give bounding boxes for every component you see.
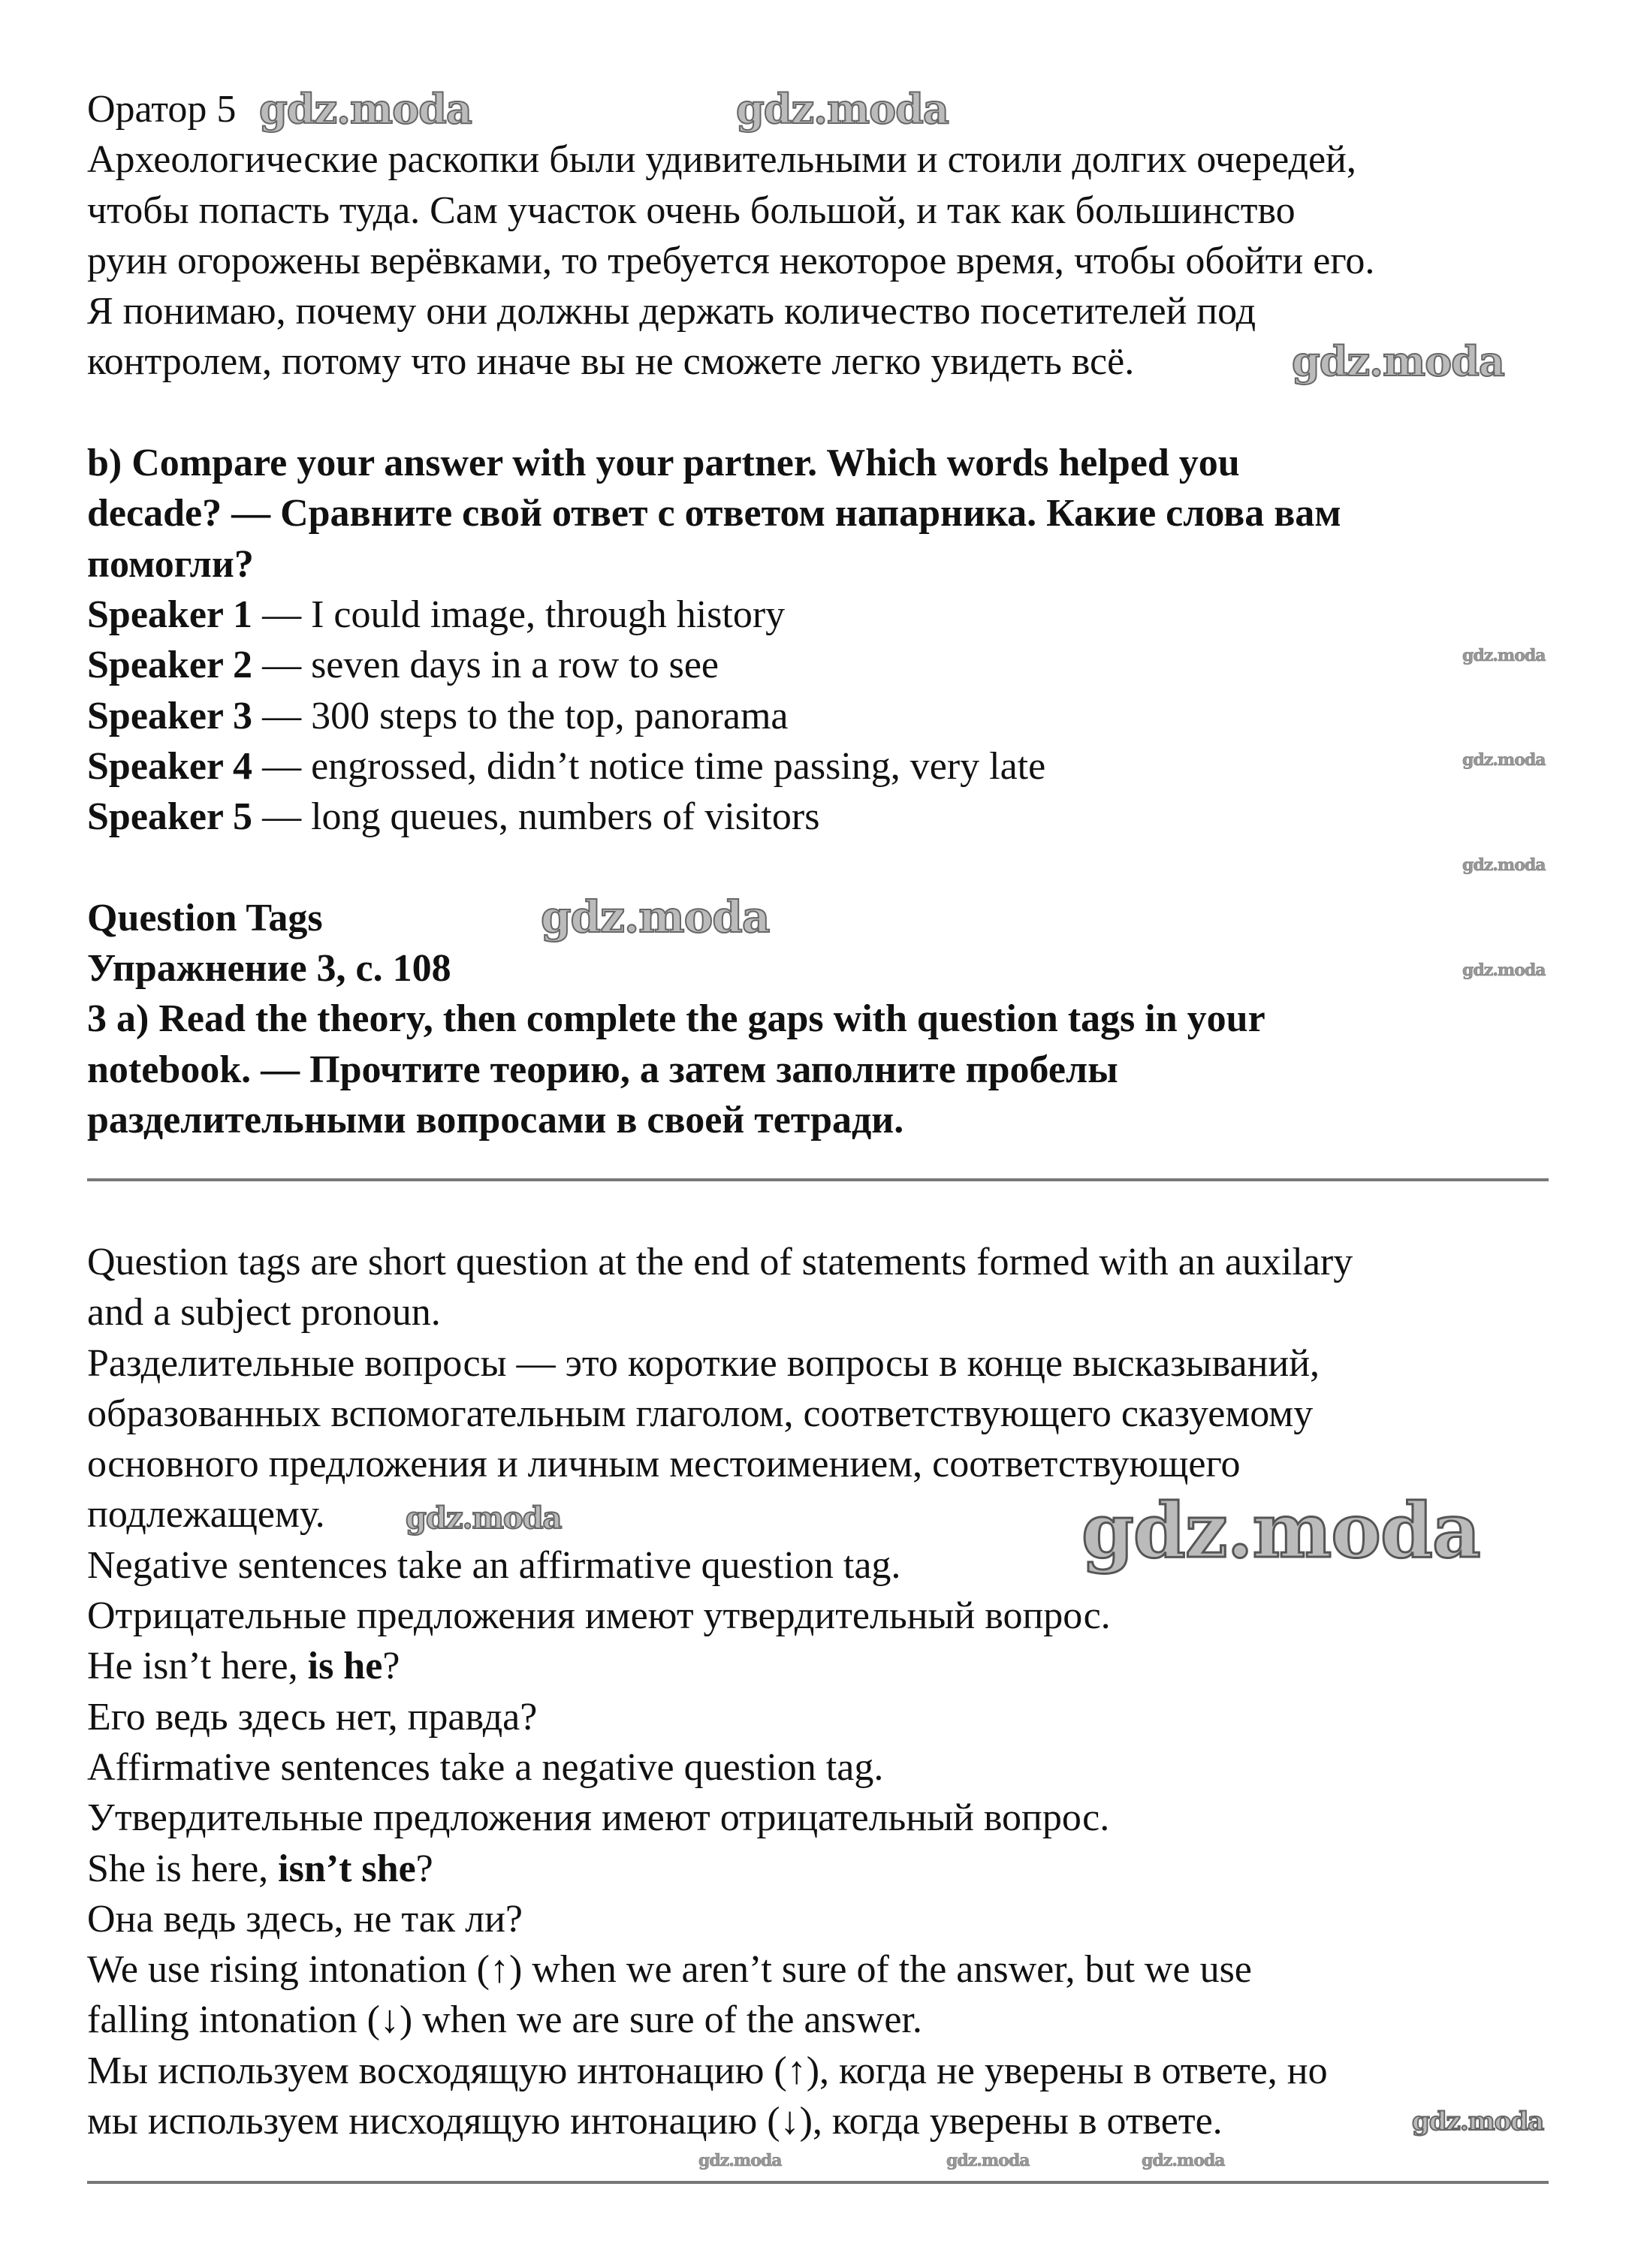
speaker-answer	[87, 741, 1045, 792]
speaker-answer	[87, 640, 719, 690]
speaker-answer	[87, 792, 819, 842]
speaker-answer	[87, 691, 789, 741]
theory-line: We use rising intonation (↑) when we aren’t sure of the answer, but we use	[87, 1948, 1252, 1992]
divider-bottom	[87, 2181, 1549, 2184]
watermark: gdz.moda	[698, 2151, 782, 2170]
example-text: He isn’t here,	[87, 1645, 308, 1688]
example-text: She is here,	[87, 1847, 279, 1890]
speaker-label: Speaker 5	[87, 795, 253, 839]
watermark: gdz.moda	[1142, 2151, 1225, 2170]
paragraph-line: Археологические раскопки были удивительными и стоили долгих очередей,	[87, 138, 1356, 182]
paragraph-line: чтобы попасть туда. Сам участок очень большой, и так как большинство	[87, 188, 1296, 232]
speaker-text: — 300 steps to the top, panorama	[252, 694, 789, 737]
speaker-text: — long queues, numbers of visitors	[252, 795, 820, 839]
example-line	[87, 1641, 400, 1691]
theory-box	[87, 1237, 1559, 2146]
speaker5-section	[87, 84, 1559, 1145]
speaker5-heading: Оратор 5	[87, 88, 237, 131]
speaker-label: Speaker 2	[87, 644, 253, 687]
task-line: 3 a) Read the theory, then complete the gaps with question tags in your	[87, 997, 1265, 1041]
theory-line: Его ведь здесь нет, правда?	[87, 1695, 538, 1739]
watermark: gdz.moda	[1412, 2107, 1544, 2137]
example-text: ?	[415, 1847, 433, 1890]
watermark: gdz.moda	[736, 85, 949, 133]
exercise-ref: Упражнение 3, с. 108	[87, 947, 451, 991]
theory-line: Разделительные вопросы — это короткие вопросы в конце высказываний,	[87, 1341, 1320, 1385]
paragraph-line: руин огорожены верёвками, то требуется некоторое время, чтобы обойти его.	[87, 239, 1375, 282]
divider-top	[87, 1178, 1549, 1181]
watermark: gdz.moda	[259, 85, 472, 133]
theory-line: Она ведь здесь, не так ли?	[87, 1897, 523, 1941]
task-b-line: decade? — Сравните свой ответ с ответом напарника. Какие слова вам	[87, 492, 1341, 535]
watermark: gdz.moda	[541, 891, 770, 942]
theory-line: Отрицательные предложения имеют утвердительный вопрос.	[87, 1594, 1111, 1638]
example-text: ?	[382, 1645, 400, 1688]
theory-line: мы используем нисходящую интонацию (↓), когда уверены в ответе.	[87, 2100, 1223, 2143]
paragraph-line: Я понимаю, почему они должны держать количество посетителей под	[87, 290, 1256, 333]
watermark: gdz.moda	[1462, 646, 1546, 665]
watermark: gdz.moda	[1081, 1486, 1480, 1575]
example-line	[87, 1844, 433, 1894]
theory-line: Negative sentences take an affirmative question tag.	[87, 1543, 901, 1587]
task-line: разделительными вопросами в своей тетради.	[87, 1098, 904, 1142]
theory-line: образованных вспомогательным глаголом, соответствующего сказуемому	[87, 1392, 1314, 1435]
speaker-text: — engrossed, didn’t notice time passing, very late	[252, 744, 1046, 788]
theory-line: Affirmative sentences take a negative question tag.	[87, 1745, 884, 1789]
speaker-answer	[87, 590, 785, 640]
task-line: notebook. — Прочтите теорию, а затем заполните пробелы	[87, 1048, 1118, 1091]
paragraph-line: контролем, потому что иначе вы не сможете легко увидеть всё.	[87, 340, 1135, 384]
theory-line: and a subject pronoun.	[87, 1291, 441, 1335]
task-b-line: b) Compare your answer with your partner. Which words helped you	[87, 442, 1240, 485]
speaker-label: Speaker 4	[87, 744, 253, 788]
watermark: gdz.moda	[406, 1500, 562, 1536]
example-tag: is he	[307, 1645, 383, 1688]
speaker-label: Speaker 1	[87, 593, 253, 636]
speaker-text: — seven days in a row to see	[252, 644, 719, 687]
watermark: gdz.moda	[1462, 855, 1546, 875]
theory-line: falling intonation (↓) when we are sure of the answer.	[87, 1998, 922, 2042]
theory-line: Утвердительные предложения имеют отрицательный вопрос.	[87, 1796, 1110, 1840]
watermark: gdz.moda	[1292, 337, 1504, 385]
speaker-label: Speaker 3	[87, 694, 253, 737]
theory-line: основного предложения и личным местоимением, соответствующего	[87, 1443, 1241, 1486]
theory-line: Question tags are short question at the end of statements formed with an auxilary	[87, 1241, 1353, 1283]
watermark: gdz.moda	[1462, 750, 1546, 770]
theory-line: подлежащему.	[87, 1493, 325, 1537]
task-b-line: помогли?	[87, 542, 254, 586]
watermark: gdz.moda	[946, 2151, 1030, 2170]
speaker-text: — I could image, through history	[252, 593, 786, 636]
theory-line: Мы используем восходящую интонацию (↑), когда не уверены в ответе, но	[87, 2049, 1328, 2092]
section-title: Question Tags	[87, 896, 323, 939]
watermark: gdz.moda	[1462, 961, 1546, 980]
example-tag: isn’t she	[278, 1847, 416, 1890]
